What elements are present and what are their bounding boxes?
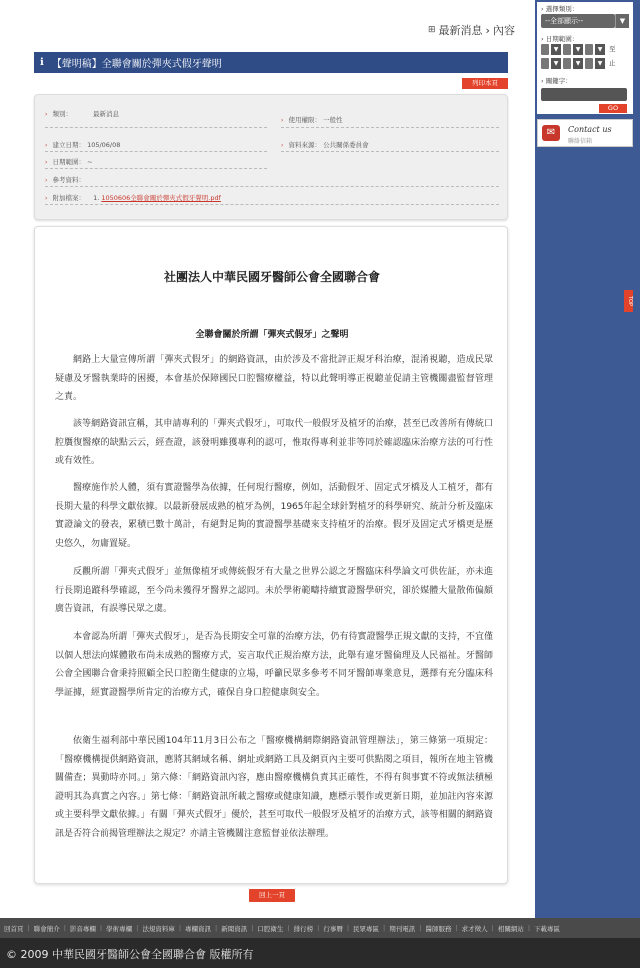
back-to-top-tab[interactable]: TOP xyxy=(624,290,633,312)
chevron-right-icon: › xyxy=(485,23,490,37)
footer-link[interactable]: 聯會簡介 xyxy=(33,924,60,933)
date-from-row xyxy=(541,44,616,55)
date-to-row xyxy=(541,58,616,69)
contact-title: Contact us xyxy=(568,125,612,134)
article-info-panel xyxy=(34,94,508,220)
footer-link[interactable]: 排行榜 xyxy=(293,924,314,933)
year-to-select[interactable] xyxy=(541,58,549,69)
paragraph-6: 依衛生福利部中華民國104年11月3日公布之「醫療機構網際網路資訊管理辦法」，第三條第一項規定：「醫療機構提供網路資訊，應將其網域名稱、網址或網路工具及網頁內主要可供點閱之項目，報所在地主管機關備查；異動時亦同。」第六條：「網路資訊內容，應由醫療機構負責其正確性，不得有與事實不符或無法積極證明其為真實之內容。」第七條：「網路資訊所載之醫療或健康知識，應標示製作或更新日期，並加註內容來源或主要科學文獻依據。」有關「彈夾式假牙」優於，甚至可取代一般假牙及植牙的治療方式，該等相關的網路資訊是否符合前揭管理辦法之規定？亦請主管機關注意監督並依法辦理。 xyxy=(55,736,493,839)
article-content xyxy=(34,226,508,884)
footer-separator: | xyxy=(63,924,66,932)
footer-separator: | xyxy=(317,924,320,932)
category-value: 最新消息 xyxy=(93,110,119,118)
month-to-select[interactable] xyxy=(563,58,571,69)
created-label: 建立日期： xyxy=(52,141,85,149)
statement-title: 全聯會關於所謂「彈夾式假牙」之聲明 xyxy=(195,330,349,340)
chevron-down-icon[interactable]: ▼ xyxy=(615,14,629,28)
range-value: ~ xyxy=(87,158,93,166)
footer-link[interactable]: 醫師服務 xyxy=(425,924,452,933)
footer-separator: | xyxy=(27,924,30,932)
home-icon[interactable]: ⊞ xyxy=(428,25,436,35)
paragraph-5: 本會認為所謂「彈夾式假牙」，是否為長期安全可靠的治療方法，仍有待實證醫學正規文獻的支持，不宜僅以個人想法向媒體散布尚未成熟的醫療方式，妄言取代正規治療方法，此舉有違牙醫倫理及人民福祉。牙醫師公會全國聯合會秉持照顧全民口腔衛生健康的立場，呼籲民眾多參考不同牙醫師專業意見，選擇有充分臨床科學証據，經實證醫學所肯定的治療方式，確保自身口腔健康與安全。 xyxy=(55,632,493,698)
paragraph-4: 反觀所謂「彈夾式假牙」並無像植牙或傳統假牙有大量之世界公認之牙醫臨床科學論文可供佐証，亦未進行長期追蹤科學確認，至今尚未獲得牙醫界之認同。未於學術範疇持續實證醫學研究，卻於媒體大量散佈偏頗廣告資訊，有誤導民眾之虞。 xyxy=(55,567,493,614)
bullet-icon: › xyxy=(281,142,284,149)
footer-link[interactable]: 新聞資訊 xyxy=(221,924,248,933)
footer-separator: | xyxy=(136,924,139,932)
attachment-link[interactable]: 1050606全聯會關於彈夾式假牙聲明.pdf xyxy=(101,194,221,202)
go-button[interactable]: GO xyxy=(599,104,627,113)
footer-link[interactable]: 口腔衛生 xyxy=(257,924,284,933)
keyword-input[interactable] xyxy=(541,88,627,101)
footer-link[interactable]: 求才徵人 xyxy=(461,924,488,933)
chevron-down-icon[interactable]: ▼ xyxy=(595,44,605,55)
contact-subtitle: 聯絡信箱 xyxy=(568,138,593,145)
footer-link[interactable]: 影音專欄 xyxy=(69,924,96,933)
footer-separator: | xyxy=(251,924,254,932)
source-value: 公共關係委員會 xyxy=(323,141,369,149)
info-permission xyxy=(281,115,501,124)
search-panel xyxy=(537,2,633,114)
footer-separator: | xyxy=(383,924,386,932)
footer-separator: | xyxy=(419,924,422,932)
source-label: 資料來源： xyxy=(288,141,321,149)
footer-separator: | xyxy=(178,924,182,932)
bullet-icon: › xyxy=(45,195,48,202)
range-label: 日期範圍： xyxy=(52,158,85,166)
info-date-range xyxy=(45,157,93,166)
bullet-icon: › xyxy=(541,77,544,85)
type-select-value: --全部顯示-- xyxy=(545,17,584,25)
date-label: › 日期範圍： xyxy=(541,35,579,43)
footer-separator: | xyxy=(491,924,494,932)
bullet-icon: › xyxy=(45,177,48,184)
footer-separator: | xyxy=(346,924,350,932)
footer-link[interactable]: 行事曆 xyxy=(323,924,343,933)
footer-link[interactable]: 相關網站 xyxy=(497,924,524,933)
breadcrumb-latest-news[interactable]: 最新消息 xyxy=(438,24,483,37)
chevron-down-icon[interactable]: ▼ xyxy=(551,58,561,69)
article-title: 【聲明稿】全聯會關於彈夾式假牙聲明 xyxy=(51,59,222,70)
bullet-icon: › xyxy=(45,142,48,149)
type-select[interactable] xyxy=(541,14,626,28)
organization-title: 社團法人中華民國牙醫師公會全國聯合會 xyxy=(163,270,380,284)
bullet-icon: › xyxy=(45,111,48,118)
footer-separator: | xyxy=(215,924,218,932)
bullet-icon: › xyxy=(281,117,284,124)
footer-separator: | xyxy=(527,924,531,932)
mail-icon: ✉ xyxy=(542,125,560,141)
contact-us-button[interactable] xyxy=(537,119,633,147)
footer-link[interactable]: 專欄資訊 xyxy=(185,924,212,933)
type-label: › 選擇類別： xyxy=(541,5,579,13)
footer-link[interactable]: 下載專區 xyxy=(534,924,561,933)
paragraph-1: 網路上大量宣傳所謂「彈夾式假牙」的網路資訊，由於涉及不當批評正規牙科治療，混淆視聽，造成民眾疑慮及牙醫執業時的困擾，本會基於保障國民口腔醫療權益，特以此聲明導正視聽並促請主管機關盡監督管理之責。 xyxy=(55,355,493,402)
bullet-icon: › xyxy=(541,5,544,13)
back-button[interactable]: 回上一頁 xyxy=(249,889,295,902)
permission-label: 使用權限： xyxy=(288,116,321,124)
breadcrumb-content: 內容 xyxy=(492,24,515,37)
article-title-bar xyxy=(34,52,508,73)
footer-separator: | xyxy=(287,924,290,932)
footer-separator: | xyxy=(455,924,458,932)
paragraph-2: 該等網路資訊宣稱，其申請專利的「彈夾式假牙」，可取代一般假牙及植牙的治療，甚至已改善所有傳統口腔贋復醫療的缺點云云，經查證，該發明雖獲專利的認可，惟取得專利並非等同於確認臨床治療方法的可行性或有效性。 xyxy=(55,419,493,466)
keyword-label: › 關鍵字： xyxy=(541,77,572,85)
day-to-select[interactable] xyxy=(585,58,593,69)
year-from-select[interactable] xyxy=(541,44,549,55)
attach-label: 附加檔案： xyxy=(52,194,85,202)
breadcrumb xyxy=(428,22,515,38)
ref-label: 參考資料： xyxy=(52,176,85,184)
created-value: 105/06/08 xyxy=(87,141,121,149)
attach-index: 1. xyxy=(93,194,100,202)
chevron-down-icon[interactable]: ▼ xyxy=(573,58,583,69)
bullet-icon: › xyxy=(45,159,48,166)
permission-value: 一般性 xyxy=(323,116,343,124)
info-created xyxy=(45,140,120,149)
footer-link[interactable]: 法規資料庫 xyxy=(142,924,175,933)
info-category xyxy=(45,109,265,118)
day-from-select[interactable] xyxy=(585,44,593,55)
chevron-down-icon[interactable]: ▼ xyxy=(595,58,605,69)
footer-link[interactable]: 民眾專區 xyxy=(353,924,380,933)
chevron-down-icon[interactable]: ▼ xyxy=(551,44,561,55)
info-icon: ℹ xyxy=(40,57,44,68)
bullet-icon: › xyxy=(541,35,544,43)
info-reference xyxy=(45,175,85,184)
info-source xyxy=(281,140,369,149)
footer-nav xyxy=(0,918,640,938)
date-end-label: 止 xyxy=(609,59,616,67)
month-from-select[interactable] xyxy=(563,44,571,55)
footer-separator: | xyxy=(99,924,103,932)
date-to-label: 至 xyxy=(609,45,616,53)
chevron-down-icon[interactable]: ▼ xyxy=(573,44,583,55)
footer-link[interactable]: 期刊電訊 xyxy=(389,924,416,933)
info-attachment xyxy=(45,193,221,202)
footer-link[interactable]: 回首頁 xyxy=(4,924,24,933)
category-label: 類別： xyxy=(52,110,72,118)
print-button[interactable]: 列印本頁 xyxy=(462,78,508,89)
paragraph-3: 醫療施作於人體，須有實證醫學為依據，任何現行醫療，例如，活動假牙、固定式牙橋及人工植牙，都有長期大量的科學文獻依據。以最新發展成熟的植牙為例，1965年起全球針對植牙的科學研究、統計分析及臨床實證論文的發表，累積已數十萬計，有絕對足夠的實證醫學基礎來支持植牙的治療。假牙及固定式牙橋更是歷史悠久，勿庸置疑。 xyxy=(55,483,493,549)
copyright: © 2009 中華民國牙醫師公會全國聯合會 版權所有 xyxy=(0,938,640,968)
footer-link[interactable]: 學術專欄 xyxy=(106,924,133,933)
